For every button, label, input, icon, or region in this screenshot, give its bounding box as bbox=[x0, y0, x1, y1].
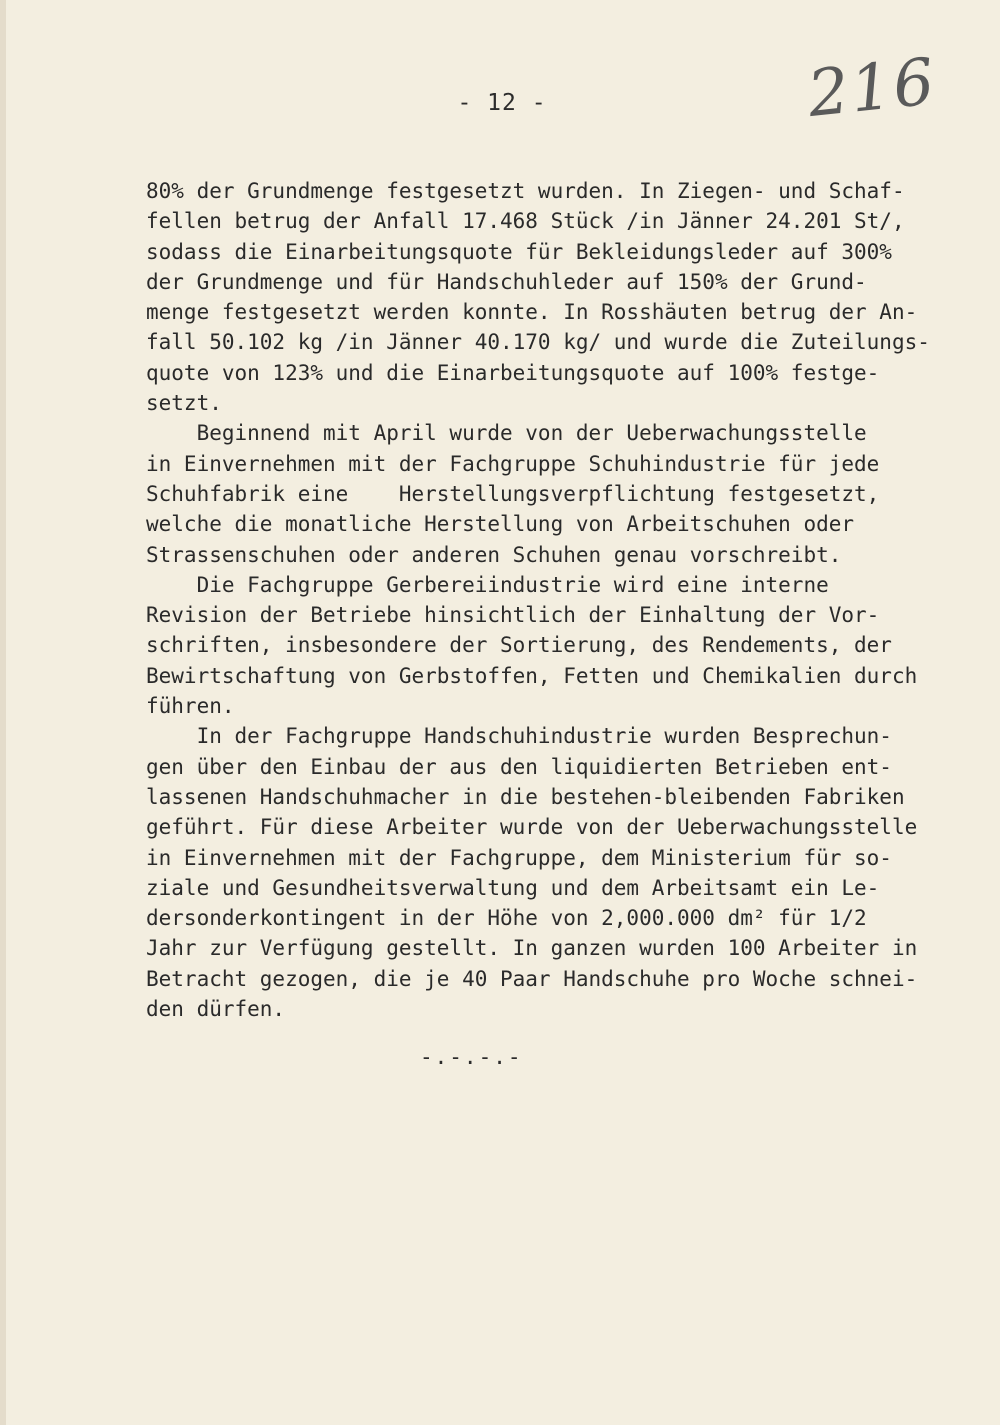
text-line: welche die monatliche Herstellung von Arbeitschuhen oder bbox=[146, 512, 855, 537]
text-line: Strassenschuhen oder anderen Schuhen genau vorschreibt. bbox=[146, 542, 842, 567]
text-line: menge festgesetzt werden konnte. In Rosshäuten betrug der An- bbox=[146, 300, 918, 325]
text-line: schriften, insbesondere der Sortierung, des Rendements, der bbox=[146, 633, 892, 658]
text-line: in Einvernehmen mit der Fachgruppe, dem Ministerium für so- bbox=[146, 845, 892, 870]
text-line: Die Fachgruppe Gerbereiindustrie wird eine interne bbox=[146, 572, 829, 597]
text-line: Betracht gezogen, die je 40 Paar Handschuhe pro Woche schnei- bbox=[146, 966, 918, 991]
text-line: der Grundmenge und für Handschuhleder auf 150% der Grund- bbox=[146, 269, 867, 294]
page-number: - 12 - bbox=[457, 90, 547, 116]
handwritten-folio-number: 216 bbox=[804, 45, 940, 133]
text-line: gen über den Einbau der aus den liquidierten Betrieben ent- bbox=[146, 754, 892, 779]
text-line: fall 50.102 kg /in Jänner 40.170 kg/ und wurde die Zuteilungs- bbox=[146, 330, 930, 355]
text-line: Revision der Betriebe hinsichtlich der Einhaltung der Vor- bbox=[146, 603, 880, 628]
text-line: setzt. bbox=[146, 391, 222, 416]
text-line: In der Fachgruppe Handschuhindustrie wurden Besprechun- bbox=[146, 724, 892, 749]
text-line: sodass die Einarbeitungsquote für Bekleidungsleder auf 300% bbox=[146, 239, 892, 264]
text-line: Schuhfabrik eine Herstellungsverpflichtung festgesetzt, bbox=[146, 481, 880, 506]
text-line: lassenen Handschuhmacher in die bestehen-bleibenden Fabriken bbox=[146, 784, 905, 809]
text-line: 80% der Grundmenge festgesetzt wurden. In Ziegen- und Schaf- bbox=[146, 179, 905, 203]
text-line: Jahr zur Verfügung gestellt. In ganzen wurden 100 Arbeiter in bbox=[146, 936, 918, 961]
text-line: den dürfen. bbox=[146, 997, 286, 1022]
text-line: Beginnend mit April wurde von der Ueberwachungsstelle bbox=[146, 421, 867, 446]
text-line: dersonderkontingent in der Höhe von 2,000.000 dm² für 1/2 bbox=[146, 906, 867, 931]
section-separator: -.-.-.- bbox=[420, 1045, 523, 1069]
body-text bbox=[146, 176, 936, 1024]
text-line: quote von 123% und die Einarbeitungsquote auf 100% festge- bbox=[146, 360, 880, 385]
text-line: in Einvernehmen mit der Fachgruppe Schuhindustrie für jede bbox=[146, 451, 880, 476]
page-edge bbox=[0, 0, 6, 1425]
text-line: fellen betrug der Anfall 17.468 Stück /in Jänner 24.201 St/, bbox=[146, 209, 905, 234]
text-line: führen. bbox=[146, 694, 235, 719]
text-line: geführt. Für diese Arbeiter wurde von der Ueberwachungsstelle bbox=[146, 815, 918, 840]
text-line: ziale und Gesundheitsverwaltung und dem Arbeitsamt ein Le- bbox=[146, 875, 880, 900]
text-line: Bewirtschaftung von Gerbstoffen, Fetten und Chemikalien durch bbox=[146, 663, 918, 688]
